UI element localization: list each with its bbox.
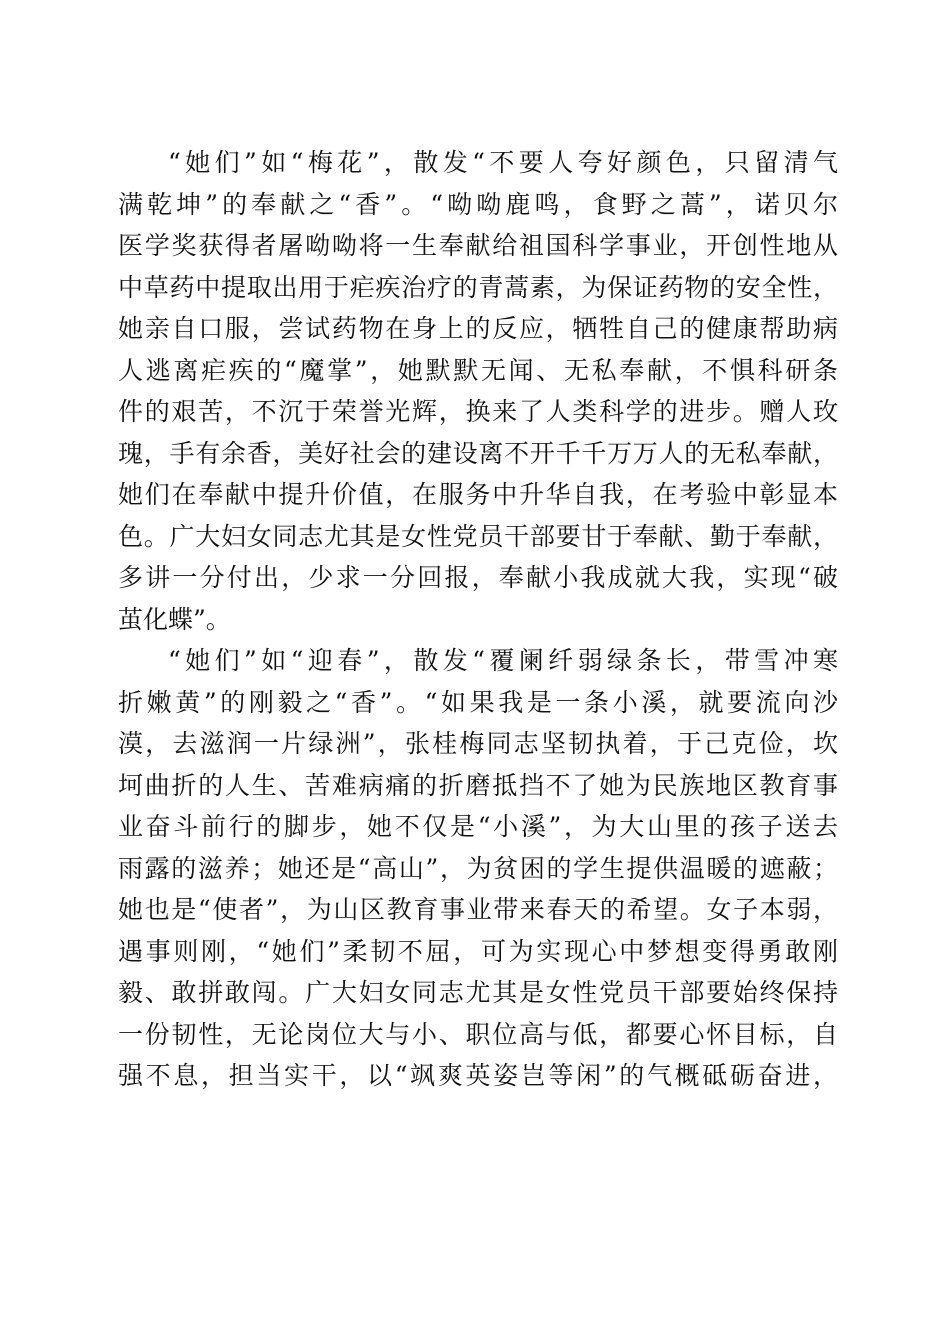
text-line: 多讲一分付出，少求一分回报，奉献小我成就大我，实现“破 <box>118 563 838 592</box>
text-line: 中草药中提取出用于疟疾治疗的青蒿素，为保证药物的安全性， <box>118 272 838 302</box>
text-line: 雨露的滋养；她还是“高山”，为贫困的学生提供温暖的遮蔽； <box>118 853 838 883</box>
paragraph-winter-jasmine <box>118 640 838 1097</box>
text-line: 医学奖获得者屠呦呦将一生奉献给祖国科学事业，开创性地从 <box>118 231 838 260</box>
text-line: 强不息，担当实干，以“飒爽英姿岂等闲”的气概砥砺奋进， <box>118 1061 838 1090</box>
text-line: 满乾坤”的奉献之“香”。“呦呦鹿鸣，食野之蒿”，诺贝尔 <box>118 189 838 219</box>
text-line: 漠，去滋润一片绿洲”，张桂梅同志坚韧执着，于己克俭，坎 <box>118 729 838 758</box>
paragraph-plum-blossom <box>118 142 838 640</box>
text-line: 坷曲折的人生、苦难病痛的折磨抵挡不了她为民族地区教育事 <box>118 770 838 800</box>
text-line: 毅、敢拼敢闯。广大妇女同志尤其是女性党员干部要始终保持 <box>118 978 838 1007</box>
text-line: 她也是“使者”，为山区教育事业带来春天的希望。女子本弱， <box>118 895 838 924</box>
text-line: “她们”如“迎春”，散发“覆阑纤弱绿条长，带雪冲寒 <box>168 646 838 675</box>
text-line: 她们在奉献中提升价值，在服务中升华自我，在考验中彰显本 <box>118 480 838 509</box>
text-line: 人逃离疟疾的“魔掌”，她默默无闻、无私奉献，不惧科研条 <box>118 355 838 385</box>
text-line: 一份韧性，无论岗位大与小、职位高与低，都要心怀目标，自 <box>118 1019 838 1049</box>
text-line: 件的艰苦，不沉于荣誉光辉，换来了人类科学的进步。赠人玫 <box>118 397 838 426</box>
text-line: “她们”如“梅花”，散发“不要人夸好颜色，只留清气 <box>168 148 838 177</box>
text-line: 茧化蝶”。 <box>118 604 231 634</box>
text-line: 她亲自口服，尝试药物在身上的反应，牺牲自己的健康帮助病 <box>118 314 838 343</box>
text-line: 折嫩黄”的刚毅之“香”。“如果我是一条小溪，就要流向沙 <box>118 687 838 717</box>
text-line: 色。广大妇女同志尤其是女性党员干部要甘于奉献、勤于奉献， <box>118 521 838 551</box>
text-line: 遇事则刚，“她们”柔韧不屈，可为实现心中梦想变得勇敢刚 <box>118 936 838 966</box>
text-line: 业奋斗前行的脚步，她不仅是“小溪”，为大山里的孩子送去 <box>118 812 838 841</box>
text-line: 瑰，手有余香，美好社会的建设离不开千千万万人的无私奉献， <box>118 438 838 468</box>
document-body <box>118 142 838 1097</box>
